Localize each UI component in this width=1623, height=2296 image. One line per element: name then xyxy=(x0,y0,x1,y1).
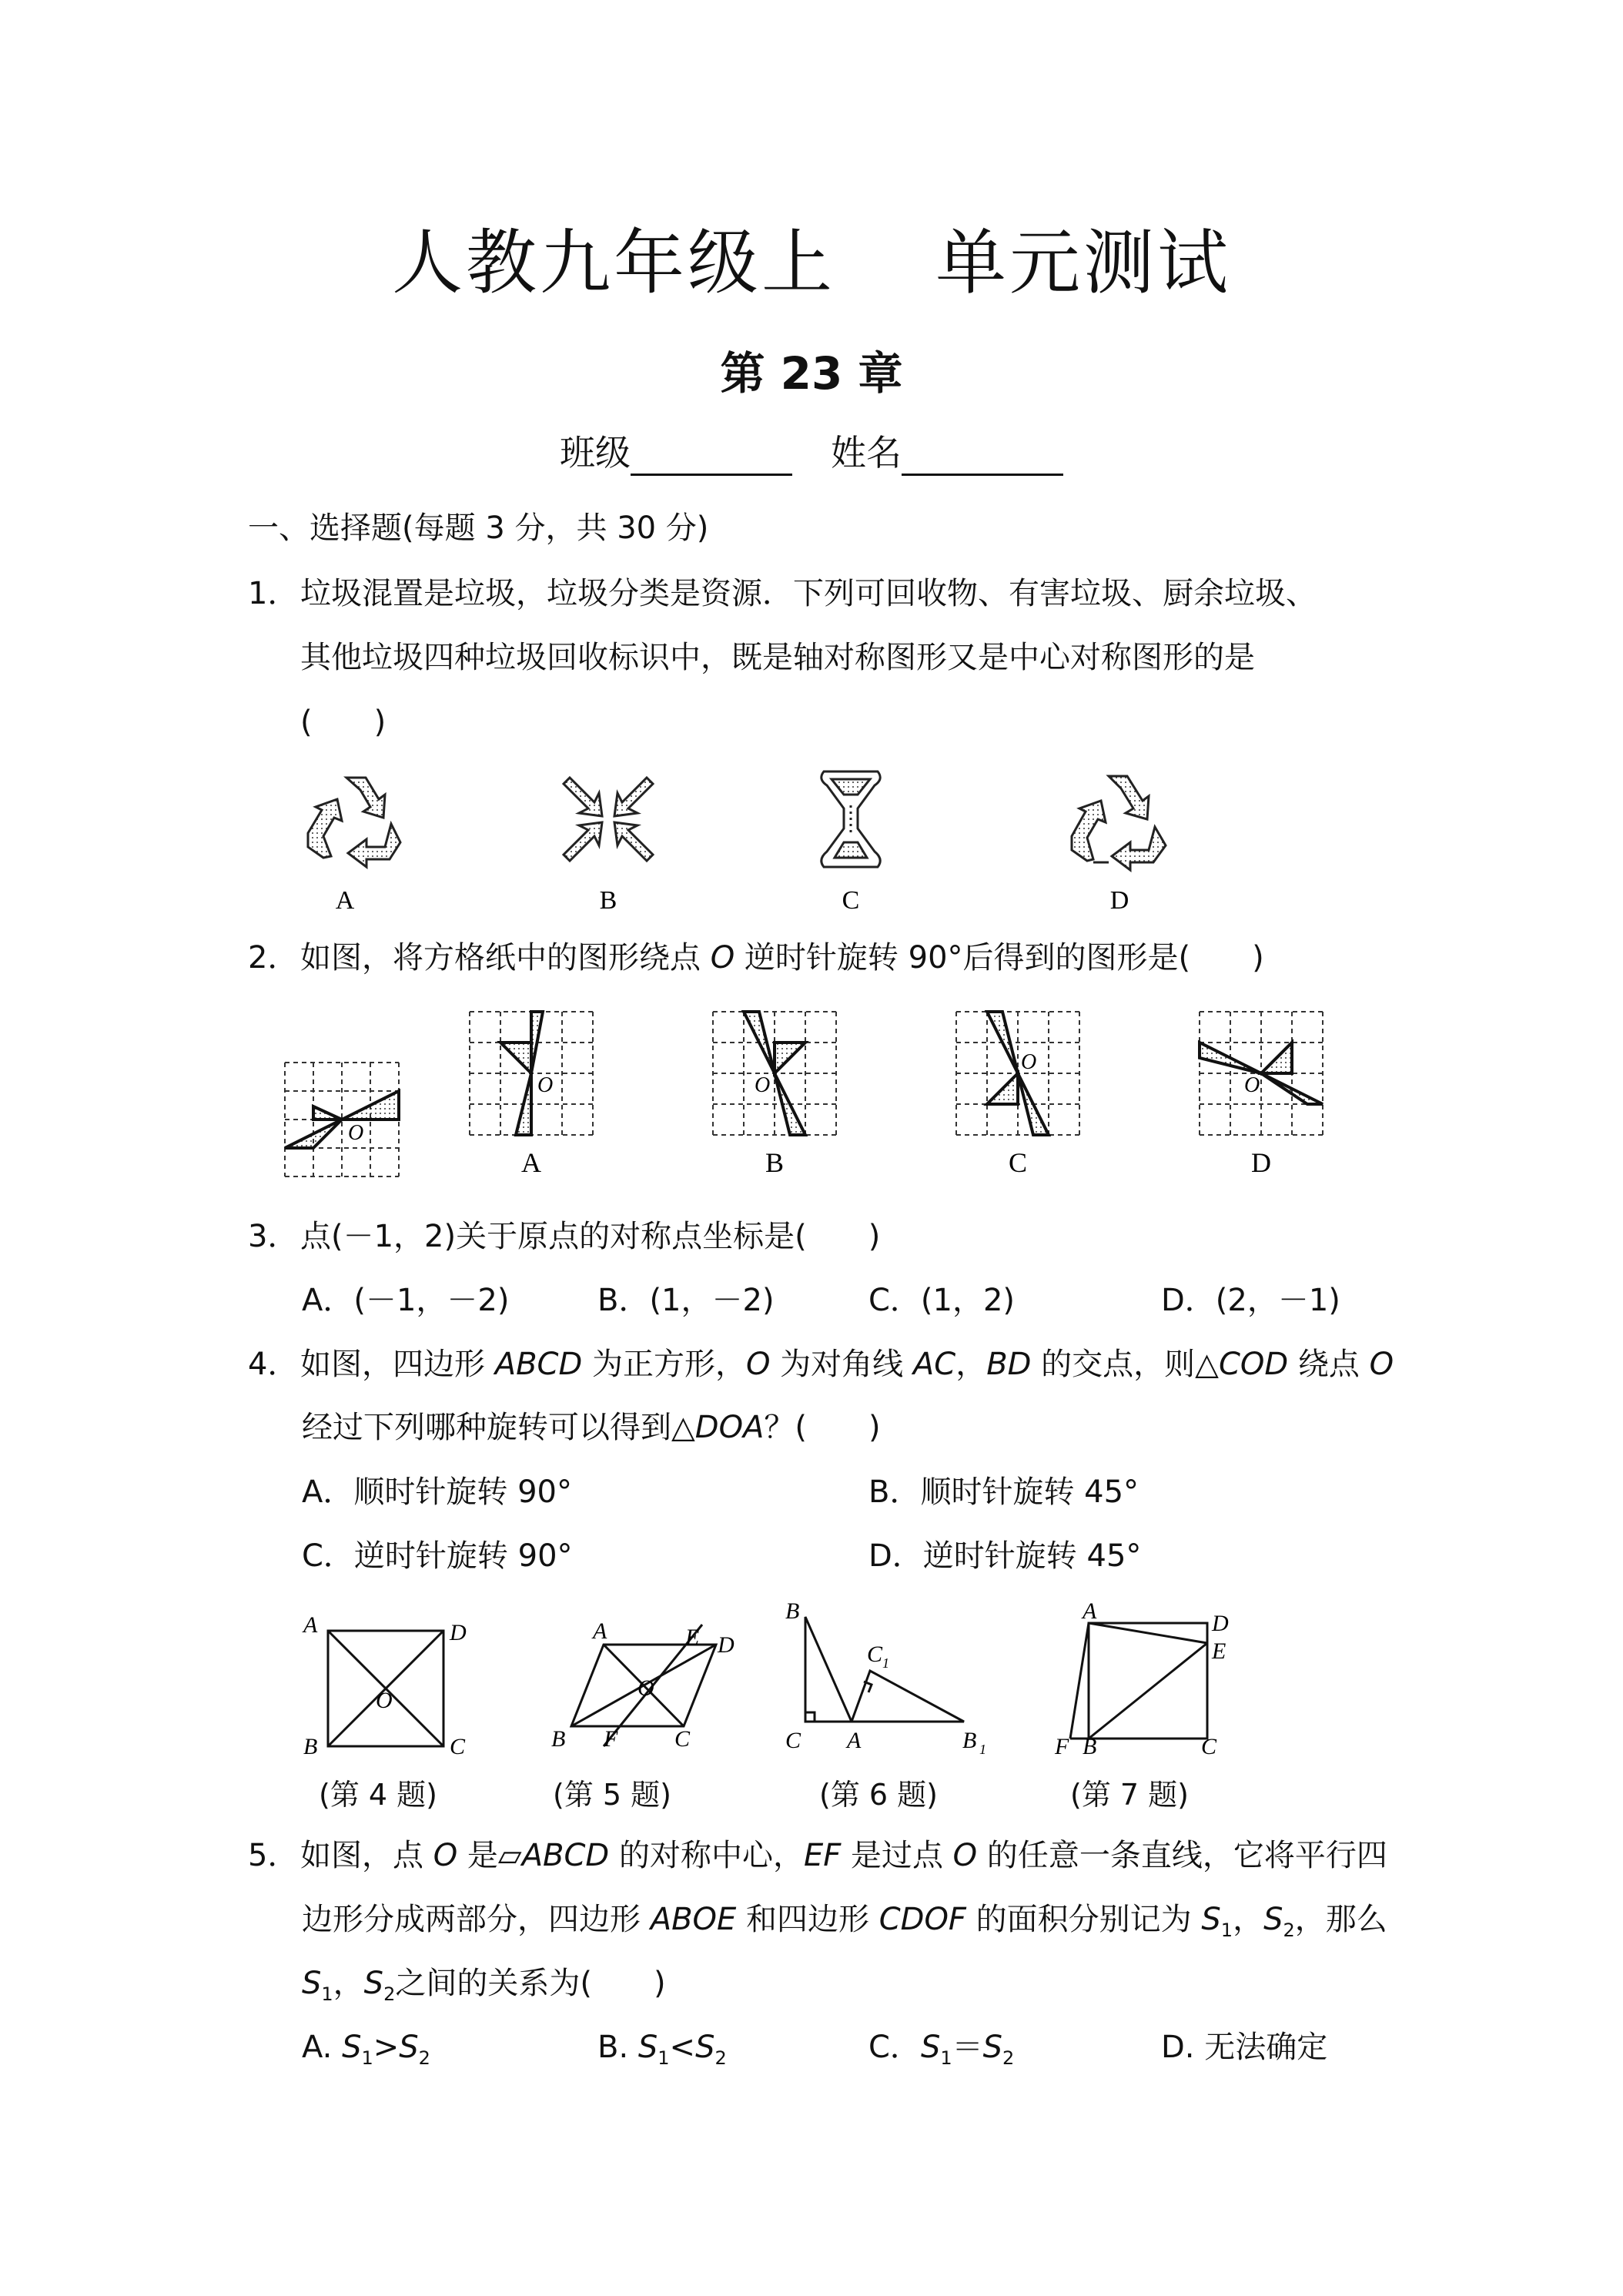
q1-symbols xyxy=(293,762,1355,916)
fig5-label-f: F xyxy=(604,1726,618,1752)
q3-line xyxy=(248,1217,880,1257)
q2-label-d: D xyxy=(1251,1147,1271,1178)
q5-c-sub1: 1 xyxy=(940,2047,952,2069)
name-blank[interactable] xyxy=(902,438,1063,476)
q5-s2: S xyxy=(1263,1902,1283,1937)
section-heading: 一、选择题(每题 3 分，共 30 分) xyxy=(248,510,709,546)
geometry-figures xyxy=(293,1602,1278,1755)
q1-line1 xyxy=(248,574,1317,614)
fig6-caption: (第 6 题) xyxy=(819,1778,938,1812)
fig7-label-f: F xyxy=(1055,1734,1069,1755)
fig5-label-c: C xyxy=(674,1726,691,1752)
q3-option-b[interactable]: B．(1，－2) xyxy=(597,1283,775,1318)
q5-b-mid: < xyxy=(669,2030,696,2065)
fig4-label-o: O xyxy=(376,1688,393,1713)
q5-l1h: O xyxy=(952,1838,978,1873)
q4-option-b[interactable]: B．顺时针旋转 45° xyxy=(868,1474,1139,1510)
q3-option-d[interactable]: D．(2，－1) xyxy=(1161,1283,1340,1318)
q1-label-a: A xyxy=(335,886,355,915)
hourglass-symbol-c-icon xyxy=(822,771,880,867)
fig4-label-d: D xyxy=(450,1620,467,1645)
q4-t12: O xyxy=(1369,1347,1394,1382)
q5-a-sub2: 2 xyxy=(418,2047,430,2069)
q2-shapes xyxy=(285,1012,1323,1148)
fig7-label-a: A xyxy=(1083,1602,1097,1624)
fig7-caption: (第 7 题) xyxy=(1070,1778,1189,1812)
chapter-heading: 第 23 章 xyxy=(720,347,903,400)
fig6-label-c1: C xyxy=(867,1642,883,1667)
q5-c-sub2: 2 xyxy=(1002,2047,1015,2069)
title-left: 人教九年级上 xyxy=(391,222,835,304)
class-label: 班级 xyxy=(560,432,631,474)
q5-line3 xyxy=(302,1963,666,2014)
q2-text-post: 逆时针旋转 90°后得到的图形是( ) xyxy=(735,940,1264,976)
q5-l2d: CDOF xyxy=(878,1902,966,1937)
q4-t10: COD xyxy=(1218,1347,1289,1382)
q5-option-a[interactable] xyxy=(302,2027,430,2078)
q2-text-pre: 如图，将方格纸中的图形绕点 xyxy=(300,940,711,976)
title-right: 单元测试 xyxy=(935,222,1232,304)
name-label: 姓名 xyxy=(831,432,902,474)
q5-a-mid: > xyxy=(373,2030,400,2065)
q5-l3-text: 之间的关系为( ) xyxy=(395,1966,666,2001)
fig6-label-b1: B xyxy=(962,1728,977,1753)
q5-a-s1: S xyxy=(342,2030,362,2065)
q4-option-c[interactable]: C．逆时针旋转 90° xyxy=(302,1538,573,1574)
q4-line1 xyxy=(248,1344,1394,1384)
q4-line2 xyxy=(302,1407,881,1448)
fig6-label-b: B xyxy=(785,1602,800,1624)
q2-figures xyxy=(277,1001,1347,1193)
class-blank[interactable] xyxy=(631,438,792,476)
q5-l1d: ABCD xyxy=(521,1838,610,1873)
q5-l1b: O xyxy=(433,1838,458,1873)
q5-s1-sub: 1 xyxy=(1220,1919,1233,1941)
q4-option-a[interactable]: A．顺时针旋转 90° xyxy=(302,1474,572,1510)
q5-l3-comma: ， xyxy=(333,1966,364,2001)
q5-l2b: ABOE xyxy=(650,1902,737,1937)
q5-l1c: 是▱ xyxy=(457,1838,522,1873)
q2-b-o: O xyxy=(755,1073,771,1097)
q2-label-c: C xyxy=(1008,1147,1028,1178)
fig4-caption: (第 4 题) xyxy=(319,1778,437,1812)
q1-number: 1． xyxy=(248,576,299,611)
q5-s2-sub: 2 xyxy=(1283,1919,1295,1941)
q2-original-o: O xyxy=(348,1121,364,1145)
q4-t6: AC xyxy=(912,1347,956,1382)
q4-l2b: DOA xyxy=(694,1410,765,1445)
q5-l2e: 的面积分别记为 xyxy=(965,1902,1202,1937)
q4-t4: O xyxy=(745,1347,771,1382)
q5-b-pre: B. xyxy=(597,2030,638,2065)
q5-l2c: 和四边形 xyxy=(736,1902,879,1937)
q2-c-o: O xyxy=(1021,1050,1037,1074)
q5-line1 xyxy=(248,1836,1387,1876)
q3-text: 点(－1，2)关于原点的对称点坐标是( ) xyxy=(300,1219,881,1254)
q4-t7: ， xyxy=(955,1347,987,1382)
q5-l2a: 边形分成两部分，四边形 xyxy=(302,1902,651,1937)
q2-number: 2． xyxy=(248,940,299,976)
fig5-label-b: B xyxy=(551,1726,566,1752)
page-title xyxy=(0,206,1623,308)
q5-c-mid: ＝ xyxy=(952,2030,983,2065)
fig4-label-a: A xyxy=(303,1612,318,1638)
fig7-label-e: E xyxy=(1212,1638,1226,1664)
q4-t11: 绕点 xyxy=(1288,1347,1370,1382)
q4-number: 4． xyxy=(248,1347,299,1382)
q5-s1: S xyxy=(1201,1902,1221,1937)
fig5-label-e: E xyxy=(685,1625,700,1650)
q1-label-d: D xyxy=(1109,886,1129,915)
q4-t3: 为正方形， xyxy=(582,1347,746,1382)
q5-l3-s1-sub: 1 xyxy=(321,1983,333,2005)
q5-l1g: 是过点 xyxy=(841,1838,953,1873)
q4-t2: ABCD xyxy=(494,1347,583,1382)
fig6-label-a: A xyxy=(847,1728,862,1753)
q5-option-b[interactable] xyxy=(597,2027,727,2078)
q5-b-s1: S xyxy=(637,2030,658,2065)
q5-number: 5． xyxy=(248,1838,299,1873)
q1-line2: 其他垃圾四种垃圾回收标识中，既是轴对称图形又是中心对称图形的是 xyxy=(300,640,1255,675)
q4-option-d[interactable]: D．逆时针旋转 45° xyxy=(868,1538,1142,1574)
q5-comma: ， xyxy=(1233,1902,1264,1937)
recycle-symbol-a-icon xyxy=(308,778,400,867)
q4-l2a: 经过下列哪种旋转可以得到△ xyxy=(302,1410,695,1445)
q5-l3-s1: S xyxy=(302,1966,322,2001)
q5-l3-s2-sub: 2 xyxy=(383,1983,396,2005)
q3-number: 3． xyxy=(248,1219,299,1254)
fig5-label-d: D xyxy=(718,1632,735,1658)
class-name-line xyxy=(0,425,1623,476)
q2-point-o: O xyxy=(710,940,735,976)
q2-grids xyxy=(285,1012,1323,1176)
q5-b-sub1: 1 xyxy=(658,2047,670,2069)
q5-l1i: 的任意一条直线，它将平行四 xyxy=(977,1838,1387,1873)
q1-answer-paren[interactable]: ( ) xyxy=(300,705,387,740)
fig5-label-a: A xyxy=(593,1618,607,1644)
q4-t1: 如图，四边形 xyxy=(300,1347,495,1382)
q2-line xyxy=(248,938,1264,978)
q5-a-pre: A. xyxy=(302,2030,343,2065)
fig6-sub-c1: 1 xyxy=(882,1655,889,1671)
q3-option-a[interactable]: A．(－1，－2) xyxy=(302,1283,510,1318)
q5-l2f: ，那么 xyxy=(1294,1902,1387,1937)
q5-l3-s2: S xyxy=(363,1966,384,2001)
recycle-symbol-d-icon xyxy=(1072,776,1166,870)
fig4-label-c: C xyxy=(450,1734,466,1755)
fig7-label-c: C xyxy=(1201,1734,1217,1755)
q5-a-s2: S xyxy=(399,2030,419,2065)
q4-t9: 的交点，则△ xyxy=(1031,1347,1219,1382)
q5-l1a: 如图，点 xyxy=(300,1838,433,1873)
q5-a-sub1: 1 xyxy=(361,2047,373,2069)
q2-label-a: A xyxy=(521,1147,541,1178)
fig7-square xyxy=(1070,1623,1207,1739)
fig6-sub-b1: 1 xyxy=(979,1742,986,1755)
fig5-label-o: O xyxy=(637,1675,654,1701)
q3-option-c[interactable]: C．(1，2) xyxy=(868,1283,1016,1318)
q5-option-c[interactable] xyxy=(868,2027,1014,2078)
q5-l1e: 的对称中心， xyxy=(609,1838,804,1873)
q4-t5: 为对角线 xyxy=(770,1347,913,1382)
q5-l1f: EF xyxy=(803,1838,842,1873)
q2-d-o: O xyxy=(1244,1073,1260,1097)
q4-l2c: ？( ) xyxy=(764,1410,881,1445)
fig5-caption: (第 5 题) xyxy=(553,1778,671,1812)
q5-option-d[interactable]: D. 无法确定 xyxy=(1161,2030,1328,2065)
q5-c-pre: C． xyxy=(868,2030,921,2065)
q1-text-1: 垃圾混置是垃圾，垃圾分类是资源．下列可回收物、有害垃圾、厨余垃圾、 xyxy=(300,576,1317,611)
q5-c-s1: S xyxy=(920,2030,941,2065)
q2-a-o: O xyxy=(537,1073,554,1097)
q1-label-c: C xyxy=(842,886,860,915)
fig7-label-b: B xyxy=(1083,1734,1097,1755)
q5-line2 xyxy=(302,1899,1387,1950)
fig4-label-b: B xyxy=(303,1734,318,1755)
q5-b-s2: S xyxy=(695,2030,715,2065)
q2-label-b: B xyxy=(765,1147,785,1178)
q1-label-b: B xyxy=(599,886,617,915)
q5-b-sub2: 2 xyxy=(714,2047,727,2069)
q5-c-s2: S xyxy=(982,2030,1002,2065)
q4-t8: BD xyxy=(986,1347,1032,1382)
fig6-label-c: C xyxy=(785,1728,801,1753)
arrows-symbol-b-icon xyxy=(564,778,653,861)
fig7-label-d: D xyxy=(1212,1611,1229,1636)
